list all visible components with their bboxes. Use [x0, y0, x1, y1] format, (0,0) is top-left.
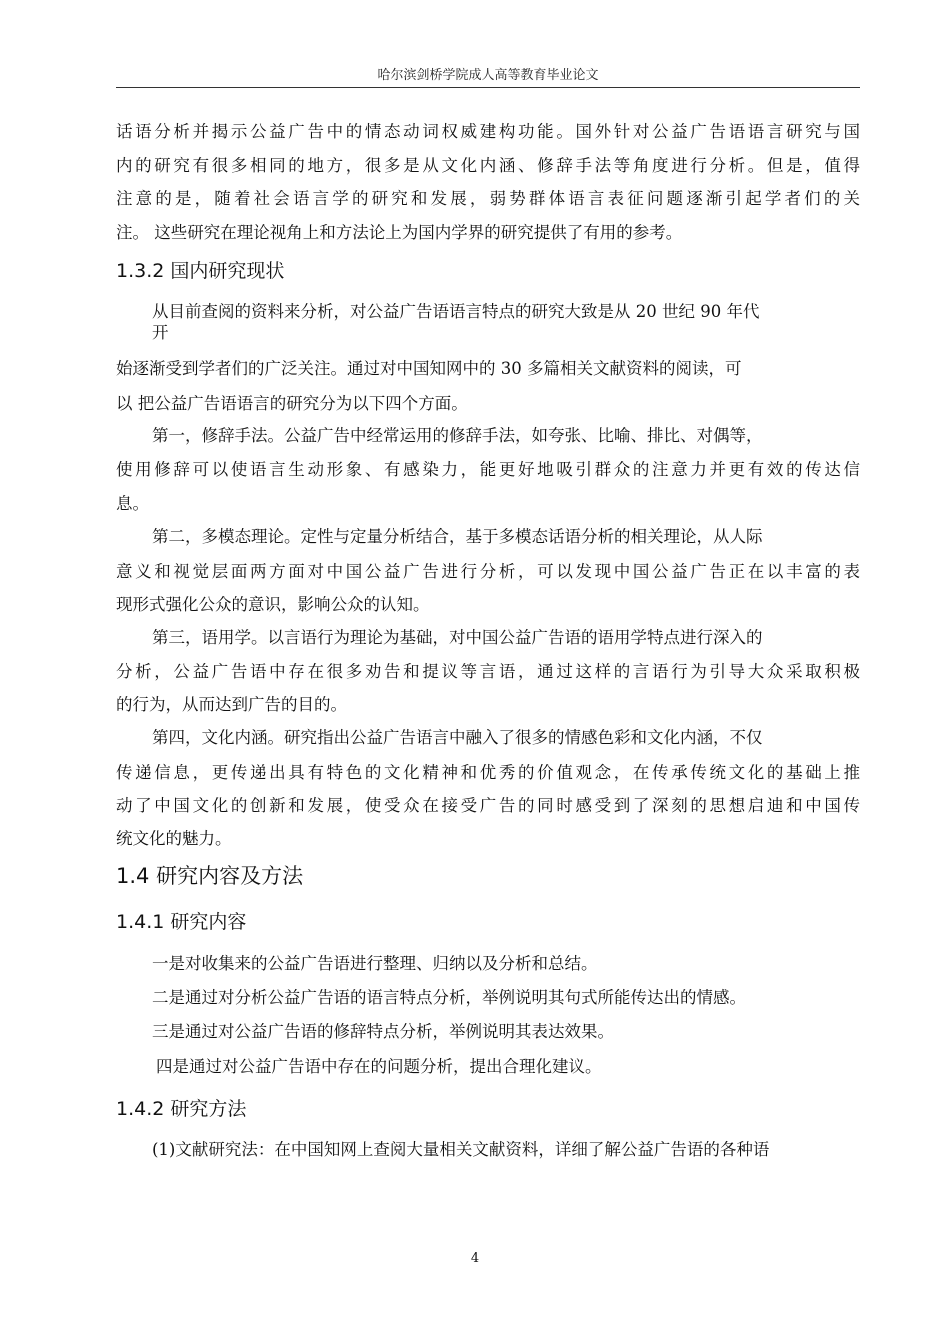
list-item: 四是通过对公益广告语中存在的问题分析，提出合理化建议。	[156, 1057, 602, 1076]
list-item: 三是通过对公益广告语的修辞特点分析，举例说明其表达效果。	[152, 1022, 614, 1041]
body-line: (1)文献研究法：在中国知网上查阅大量相关文献资料，详细了解公益广告语的各种语	[152, 1140, 770, 1159]
body-line: 从目前查阅的资料来分析，对公益广告语语言特点的研究大致是从 20 世纪 90 年代	[152, 302, 760, 321]
section-heading-1-4-1: 1.4.1 研究内容	[116, 911, 247, 933]
body-line: 第三，语用学。以言语行为理论为基础，对中国公益广告语的语用学特点进行深入的	[152, 628, 763, 647]
body-line: 话语分析并揭示公益广告中的情态动词权威建构功能。国外针对公益广告语语言研究与国	[116, 122, 860, 141]
list-item: 一是对收集来的公益广告语进行整理、归纳以及分析和总结。	[152, 954, 598, 973]
section-heading-1-4: 1.4 研究内容及方法	[116, 864, 304, 888]
body-line: 始逐渐受到学者们的广泛关注。通过对中国知网中的 30 多篇相关文献资料的阅读，可	[116, 359, 742, 378]
body-line: 第一，修辞手法。公益广告中经常运用的修辞手法，如夸张、比喻、排比、对偶等，	[152, 426, 763, 445]
body-line: 的行为，从而达到广告的目的。	[116, 695, 347, 714]
body-line: 统文化的魅力。	[116, 829, 232, 848]
body-line: 内的研究有很多相同的地方，很多是从文化内涵、修辞手法等角度进行分析。但是，值得	[116, 156, 860, 175]
body-line: 现形式强化公众的意识，影响公众的认知。	[116, 595, 430, 614]
body-line: 传递信息，更传递出具有特色的文化精神和优秀的价值观念，在传承传统文化的基础上推	[116, 763, 860, 782]
body-line: 分析，公益广告语中存在很多劝告和提议等言语，通过这样的言语行为引导大众采取积极	[116, 662, 860, 681]
body-line: 意义和视觉层面两方面对中国公益广告进行分析，可以发现中国公益广告正在以丰富的表	[116, 562, 860, 581]
section-heading-1-3-2: 1.3.2 国内研究现状	[116, 260, 285, 282]
list-item: 二是通过对分析公益广告语的语言特点分析，举例说明其句式所能传达出的情感。	[152, 988, 746, 1007]
body-line: 息。	[116, 494, 149, 513]
running-header: 哈尔滨剑桥学院成人高等教育毕业论文	[377, 68, 599, 83]
body-line: 动了中国文化的创新和发展，使受众在接受广告的同时感受到了深刻的思想启迪和中国传	[116, 796, 860, 815]
body-line: 开	[152, 323, 169, 342]
body-line: 使用修辞可以使语言生动形象、有感染力，能更好地吸引群众的注意力并更有效的传达信	[116, 460, 860, 479]
page-number: 4	[470, 1251, 480, 1266]
header-rule	[116, 87, 860, 88]
body-line: 注意的是，随着社会语言学的研究和发展，弱势群体语言表征问题逐渐引起学者们的关	[116, 189, 860, 208]
section-heading-1-4-2: 1.4.2 研究方法	[116, 1098, 247, 1120]
body-line: 注。 这些研究在理论视角上和方法论上为国内学界的研究提供了有用的参考。	[116, 223, 683, 242]
body-line: 第四，文化内涵。研究指出公益广告语言中融入了很多的情感色彩和文化内涵，不仅	[152, 728, 763, 747]
body-line: 以 把公益广告语语言的研究分为以下四个方面。	[116, 394, 468, 413]
body-line: 第二，多模态理论。定性与定量分析结合，基于多模态话语分析的相关理论，从人际	[152, 527, 763, 546]
